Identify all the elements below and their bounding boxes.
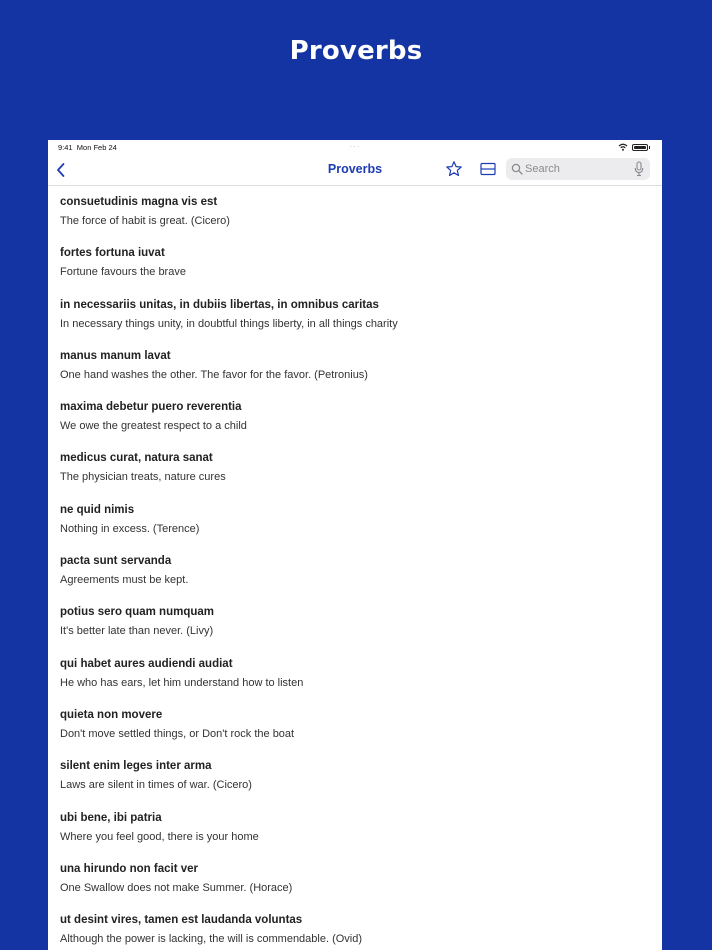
status-bar [48,140,662,154]
search-bar[interactable] [506,158,650,180]
list-item[interactable] [60,186,650,237]
app-window [48,140,662,950]
proverb-translation: The force of habit is great. (Cicero) [60,215,230,227]
proverb-latin: una hirundo non facit ver [60,862,199,875]
proverb-latin: qui habet aures audiendi audiat [60,657,233,670]
search-icon [511,163,523,175]
proverb-translation: We owe the greatest respect to a child [60,420,247,433]
page-title: Proverbs [327,162,383,176]
proverb-latin: fortes fortuna iuvat [60,247,165,260]
list-item[interactable] [60,904,650,950]
proverb-latin: potius sero quam numquam [60,606,214,619]
proverb-translation: Where you feel good, there is your home [60,830,259,843]
proverb-translation: Nothing in excess. (Terence) [60,522,200,535]
list-item[interactable] [60,596,650,647]
list-item[interactable] [60,237,650,288]
nav-bar [48,154,662,186]
list-item[interactable] [60,750,650,801]
proverb-translation: In necessary things unity, in doubtful things liberty, in all things charity [60,317,398,330]
status-clock: 9:41 [58,143,73,152]
list-item[interactable] [60,648,650,699]
status-date: Mon Feb 24 [76,143,117,152]
split-view-icon[interactable] [480,162,496,176]
list-item[interactable] [60,442,650,493]
proverb-latin: pacta sunt servanda [60,555,172,568]
star-icon[interactable] [445,160,463,178]
proverb-translation: The physician treats, nature cures [60,471,226,484]
proverb-translation: Fortune favours the brave [60,266,186,279]
multitasking-dots-icon: ··· [349,142,361,151]
proverb-translation: He who has ears, let him understand how to listen [60,676,304,689]
proverb-latin: maxima debetur puero reverentia [60,401,242,414]
list-item[interactable] [60,853,650,904]
proverb-translation: One Swallow does not make Summer. (Horace) [60,881,293,894]
proverb-translation: Although the power is lacking, the will is commendable. (Ovid) [60,933,363,946]
list-item[interactable] [60,494,650,545]
proverb-latin: ne quid nimis [60,503,135,516]
battery-icon [632,144,648,151]
list-item[interactable] [60,699,650,750]
proverb-latin: ut desint vires, tamen est laudanda voluntas [60,914,303,927]
list-item[interactable] [60,289,650,340]
list-item[interactable] [60,802,650,853]
status-icons [618,143,651,151]
proverbs-list [48,186,662,950]
proverb-translation: Don't move settled things, or Don't rock the boat [60,727,295,740]
proverb-latin: manus manum lavat [60,349,171,362]
proverb-translation: One hand washes the other. The favor for the favor. (Petronius) [60,368,368,381]
proverb-translation: Laws are silent in times of war. (Cicero) [60,779,252,792]
list-item[interactable] [60,545,650,596]
proverb-latin: medicus curat, natura sanat [60,452,213,465]
proverb-latin: in necessariis unitas, in dubiis libertas, in omnibus caritas [60,298,379,311]
proverb-translation: It's better late than never. (Livy) [60,625,214,638]
banner-title: Proverbs [289,36,423,66]
proverb-translation: Agreements must be kept. [60,574,189,587]
battery-tip [649,146,651,149]
proverb-latin: ubi bene, ibi patria [60,811,162,824]
wifi-icon [618,143,628,151]
search-input[interactable] [525,161,625,177]
proverb-latin: quieta non movere [60,708,163,721]
proverb-latin: consuetudinis magna vis est [60,196,218,208]
list-item[interactable] [60,340,650,391]
proverb-latin: silent enim leges inter arma [60,760,212,773]
microphone-icon[interactable] [634,161,644,177]
list-item[interactable] [60,391,650,442]
